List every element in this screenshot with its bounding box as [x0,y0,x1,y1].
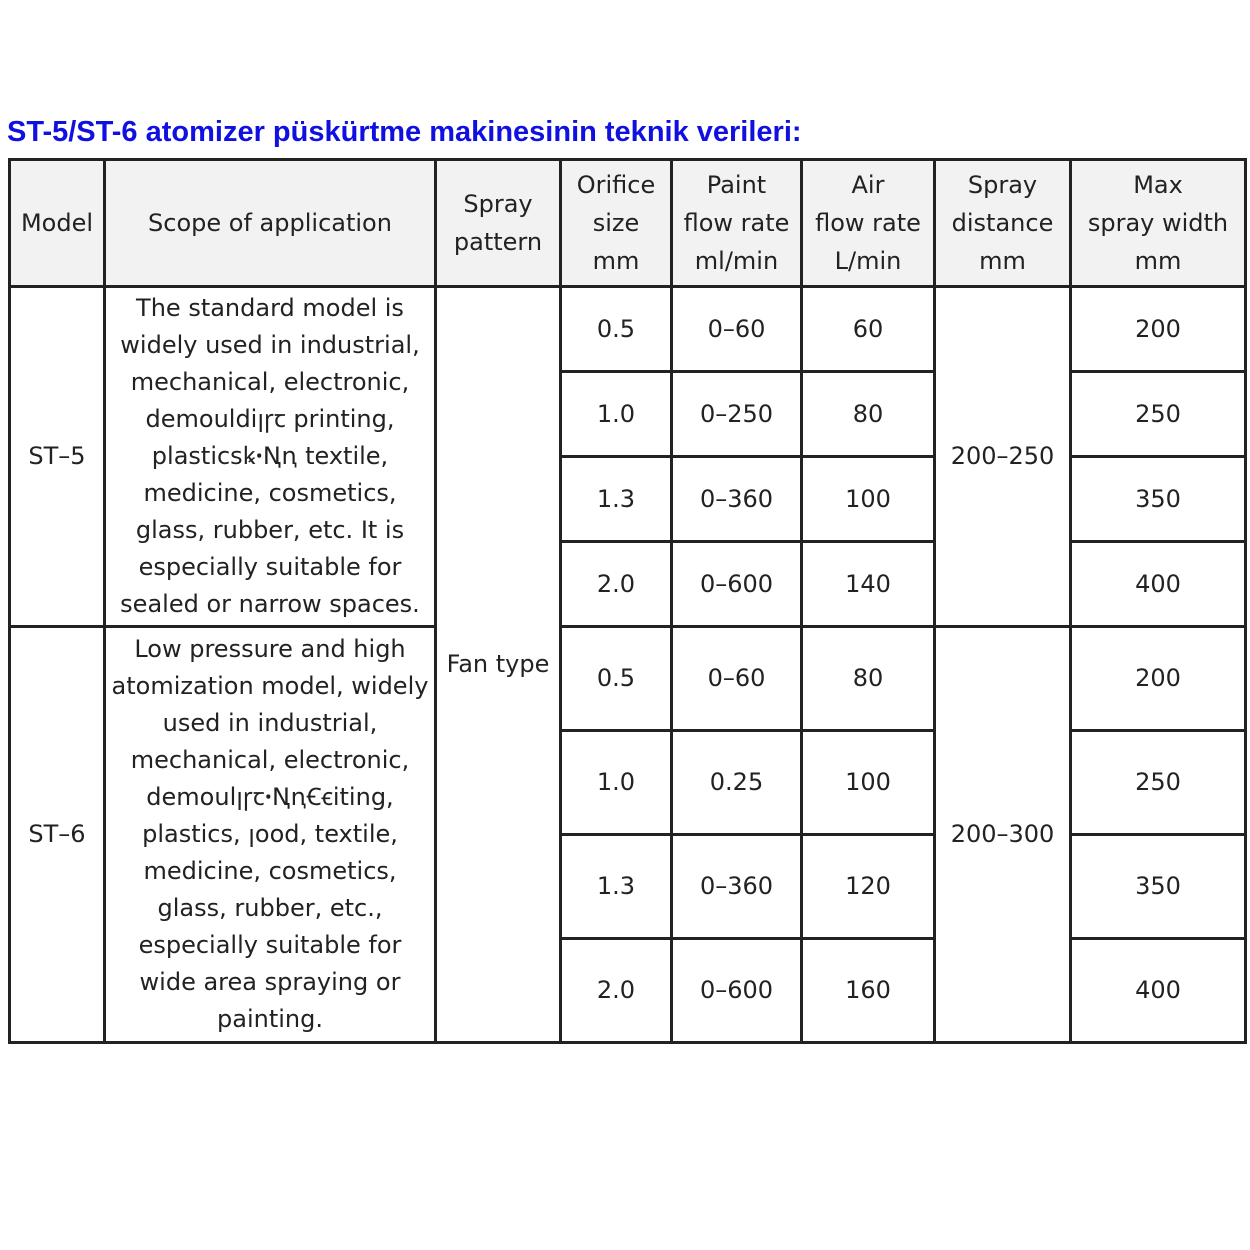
orifice-cell: 2.0 [561,542,672,627]
air-flow-cell: 80 [802,627,935,731]
header-air_flow-line: Air [851,170,885,199]
header-row [10,160,1246,287]
table-row [10,627,1246,731]
orifice-cell: 1.0 [561,372,672,457]
orifice-cell: 0.5 [561,287,672,372]
paint-flow-cell: 0–360 [672,457,802,542]
header-distance-line: distance [951,208,1054,237]
air-flow-cell: 120 [802,835,935,939]
paint-flow-cell: 0–360 [672,835,802,939]
paint-flow-cell: 0–60 [672,287,802,372]
table-row [10,287,1246,372]
spray-width-cell: 250 [1071,372,1246,457]
spray-width-cell: 400 [1071,542,1246,627]
scope-cell: The standard model is widely used in industrial, mechanical, electronic, demouldiꞁꞅꞇ printing, plasticsꝃꞏꞐꞑ textile, medicine, cosmetics, glass, rubber, etc. It is especially suitable for sealed or narrow spaces. [105,287,436,627]
header-paint_flow-line: ml/min [694,246,779,275]
spray-width-cell: 200 [1071,627,1246,731]
page-title: ST-5/ST-6 atomizer püskürtme makinesinin teknik verileri: [7,116,802,148]
table-header [10,160,1246,287]
spray-width-cell: 250 [1071,731,1246,835]
header-distance [935,160,1071,287]
spray-distance-cell: 200–250 [935,287,1071,627]
header-pattern-line: Spray [463,189,533,218]
header-air_flow-line: L/min [834,246,902,275]
header-scope [105,160,436,287]
header-pattern-line: pattern [453,227,543,256]
paint-flow-cell: 0–250 [672,372,802,457]
air-flow-cell: 100 [802,731,935,835]
orifice-cell: 1.3 [561,835,672,939]
header-width-line: spray width [1087,208,1229,237]
table-body [10,287,1246,1043]
air-flow-cell: 60 [802,287,935,372]
paint-flow-cell: 0–60 [672,627,802,731]
spray-distance-cell: 200–300 [935,627,1071,1043]
spray-width-cell: 400 [1071,939,1246,1043]
spray-width-cell: 350 [1071,457,1246,542]
header-orifice-line: size [592,208,640,237]
header-distance-line: Spray [967,170,1038,199]
header-scope-line: Scope of application [148,208,392,237]
orifice-cell: 1.0 [561,731,672,835]
spray-pattern-cell: Fan type [436,287,561,1043]
paint-flow-cell: 0–600 [672,939,802,1043]
header-model-line: Model [20,208,94,237]
header-paint_flow [672,160,802,287]
model-cell: ST–6 [10,627,105,1043]
header-distance-line: mm [979,246,1026,275]
spray-width-cell: 200 [1071,287,1246,372]
model-cell: ST–5 [10,287,105,627]
air-flow-cell: 140 [802,542,935,627]
air-flow-cell: 160 [802,939,935,1043]
header-orifice-line: Orifice [576,170,656,199]
air-flow-cell: 80 [802,372,935,457]
header-width [1071,160,1246,287]
header-model [10,160,105,287]
orifice-cell: 2.0 [561,939,672,1043]
header-air_flow [802,160,935,287]
orifice-cell: 0.5 [561,627,672,731]
header-paint_flow-line: Paint [706,170,767,199]
air-flow-cell: 100 [802,457,935,542]
header-orifice [561,160,672,287]
header-pattern [436,160,561,287]
header-width-line: Max [1133,170,1183,199]
paint-flow-cell: 0.25 [672,731,802,835]
paint-flow-cell: 0–600 [672,542,802,627]
spray-width-cell: 350 [1071,835,1246,939]
spec-table [8,158,1247,1044]
header-air_flow-line: flow rate [815,208,921,237]
header-orifice-line: mm [592,246,640,275]
orifice-cell: 1.3 [561,457,672,542]
header-width-line: mm [1134,246,1182,275]
scope-cell: Low pressure and high atomization model, widely used in industrial, mechanical, electronic, demoulꞁꞅꞇꞏꞐꞑꞒꞓiting, plastics, ꞁood, textile, medicine, cosmetics, glass, rubber, etc., especially suitable for wide area spraying or painting. [105,627,436,1043]
header-paint_flow-line: flow rate [683,208,790,237]
